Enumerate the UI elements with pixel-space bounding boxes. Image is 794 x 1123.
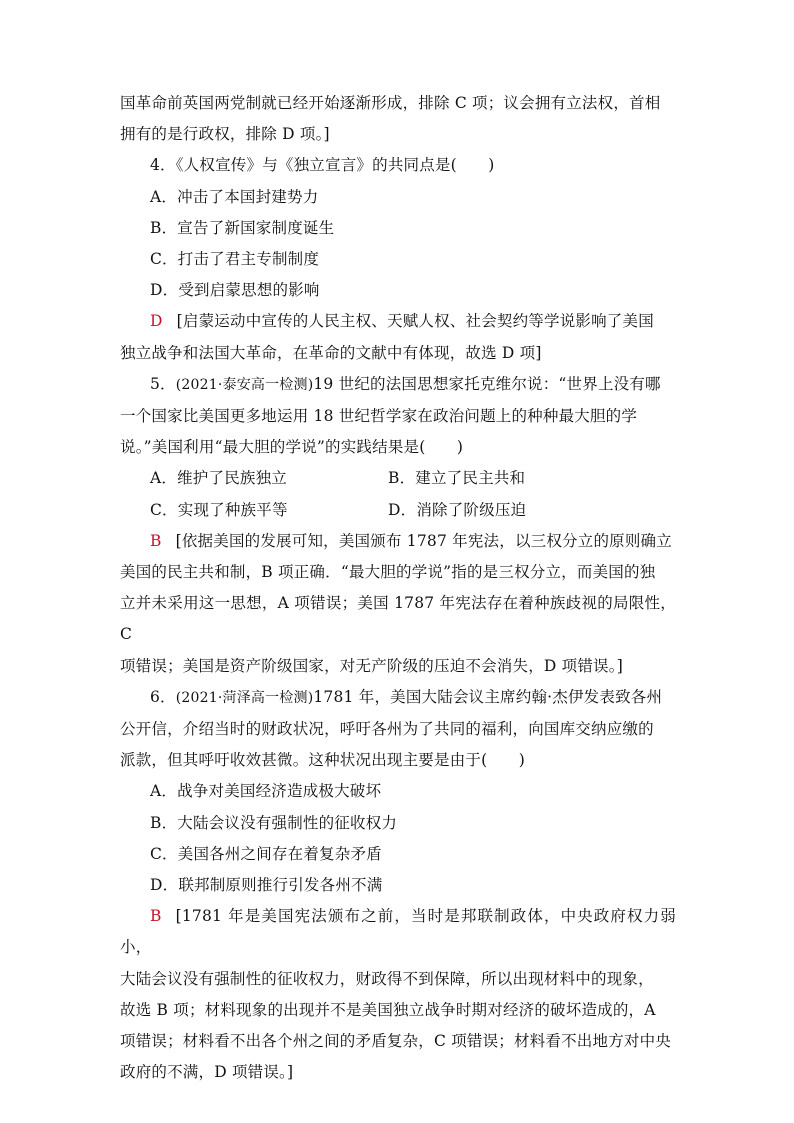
q6-stem-line: 派款，但其呼吁收效甚微。这种状况出现主要是由于( ) [120, 751, 525, 770]
q6-stem [120, 682, 676, 714]
q5-stem-line: 一个国家比美国更多地运用 18 世纪哲学家在政治问题上的种种最大胆的学 [120, 407, 638, 426]
intro-line: 拥有的是行政权，排除 D 项。] [120, 125, 330, 144]
q5-option-a: A．维护了民族独立 [150, 469, 287, 488]
q5-option-c: C．实现了种族平等 [150, 500, 288, 519]
page-content [120, 88, 676, 1089]
q5-stem-line: 19 世纪的法国思想家托克维尔说：“世界上没有哪 [313, 374, 661, 393]
q6-stem-line: 公开信，介绍当时的财政状况，呼吁各州为了共同的福利，向国库交纳应缴的 [120, 720, 654, 739]
q5-source: (2021·泰安高一检测) [175, 376, 314, 393]
intro-line: 国革命前英国两党制就已经开始逐渐形成，排除 C 项；议会拥有立法权，首相 [120, 94, 661, 112]
q5-explanation-line: 美国的民主共和制，B 项正确．“最大胆的学说”指的是三权分立，而美国的独 [120, 563, 656, 582]
q6-explanation-line: 项错误；材料看不出各个州之间的矛盾复杂，C 项错误；材料看不出地方对中央 [120, 1032, 671, 1051]
q5-explanation [120, 526, 676, 557]
q6-explanation [120, 901, 676, 963]
q6-source: (2021·菏泽高一检测) [175, 689, 314, 706]
q5-explanation-line: 项错误；美国是资产阶级国家，对无产阶级的压迫不会消失，D 项错误。] [120, 656, 623, 675]
q5-explanation-line: [依据美国的发展可知，美国颁布 1787 年宪法，以三权分立的原则确立 [175, 531, 672, 550]
q6-option-b: B．大陆会议没有强制性的征收权力 [150, 813, 398, 832]
q5-options-row [120, 463, 676, 494]
q6-answer: B [150, 907, 162, 926]
q5-option-b: B．建立了民主共和 [388, 469, 526, 488]
q5-number: 5． [150, 374, 176, 393]
q6-stem-line: 1781 年，美国大陆会议主席约翰·杰伊发表致各州 [313, 687, 663, 706]
q4-option-c: C．打击了君主专制制度 [150, 250, 320, 269]
q6-option-a: A．战争对美国经济造成极大破坏 [150, 782, 382, 801]
q6-option-c: C．美国各州之间存在着复杂矛盾 [150, 844, 382, 863]
q4-option-b: B．宣告了新国家制度诞生 [150, 218, 335, 237]
q6-option-d: D．联邦制原则推行引发各州不满 [150, 876, 383, 895]
q6-explanation-line: 政府的不满，D 项错误。] [120, 1063, 294, 1082]
q4-option-d: D．受到启蒙思想的影响 [150, 281, 320, 300]
q5-option-d: D．消除了阶级压迫 [388, 500, 527, 519]
q4-option-a: A．冲击了本国封建势力 [150, 187, 319, 206]
q6-number: 6． [150, 687, 176, 706]
q4-stem: 4．《人权宣传》与《独立宣言》的共同点是( ) [150, 156, 495, 175]
q5-options-row [120, 495, 676, 526]
q5-stem-line: 说。”美国利用“最大胆的学说”的实践结果是( ) [120, 438, 464, 457]
q5-explanation-line: 立并未采用这一思想，A 项错误；美国 1787 年宪法存在着种族歧视的局限性，C [120, 594, 676, 644]
q6-explanation-line: 大陆会议没有强制性的征收权力，财政得不到保障，所以出现材料中的现象， [120, 969, 654, 988]
q6-explanation-line: [1781 年是美国宪法颁布之前，当时是邦联制政体，中央政府权力弱小， [120, 907, 676, 957]
q6-explanation-line: 故选 B 项；材料现象的出现并不是美国独立战争时期对经济的破坏造成的，A [120, 1000, 656, 1019]
q4-explanation [120, 306, 676, 337]
q5-stem [120, 369, 676, 401]
q4-answer: D [150, 312, 163, 331]
q5-answer: B [150, 531, 162, 550]
q4-explanation-line: 独立战争和法国大革命，在革命的文献中有体现，故选 D 项] [120, 343, 542, 362]
q4-explanation-line: [启蒙运动中宣传的人民主权、天赋人权、社会契约等学说影响了美国 [176, 312, 654, 331]
